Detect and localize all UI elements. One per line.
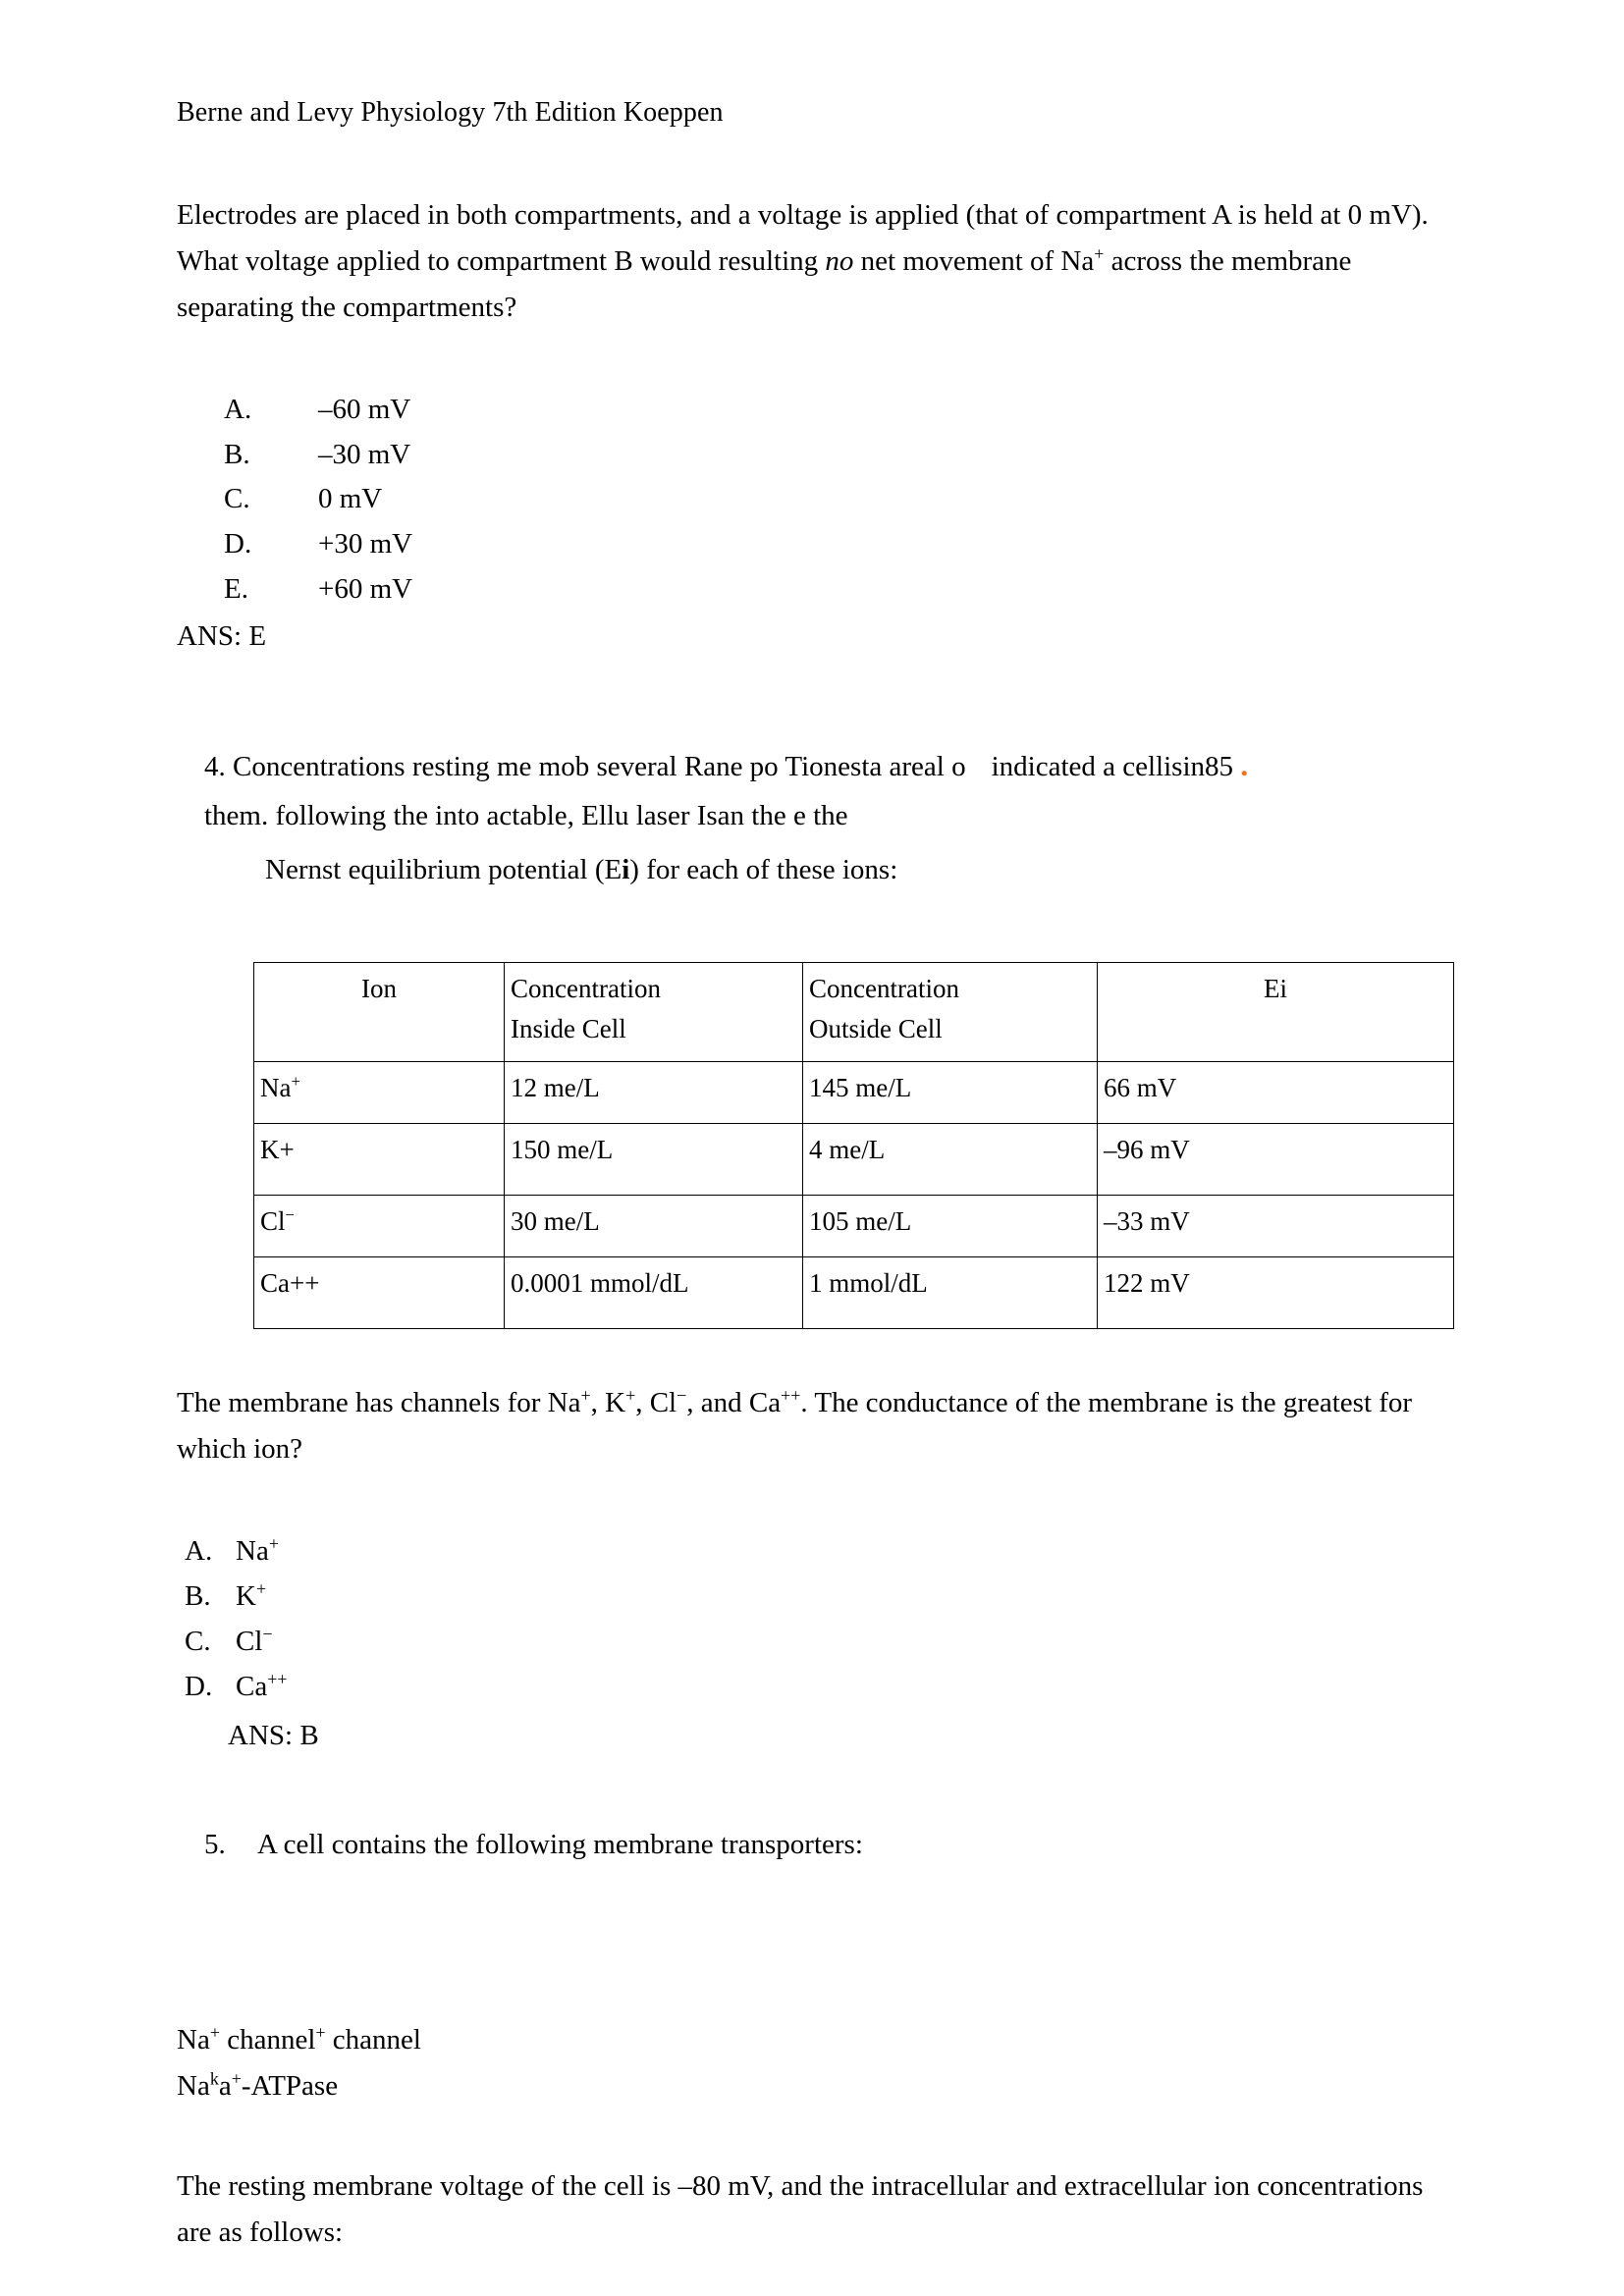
document-title: Berne and Levy Physiology 7th Edition Koeppen [177,97,724,128]
cell-inside: 150 me/L [505,1124,803,1196]
option-letter: E. [224,572,248,605]
transporter-channel-mid: channel [219,2024,316,2056]
question4-option-list [185,1529,1453,1709]
question4-line2: them. following the into actable, Ellu laser Isan the e the [204,799,848,831]
option-letter: B. [185,1580,211,1613]
orange-period-marker: . [1240,746,1249,782]
membrane-seg4: , and Ca [686,1387,782,1419]
final-paragraph: The resting membrane voltage of the cell is –80 mV, and the intracellular and extracellular ion concentrations are as follows: [177,2169,1424,2248]
na-superscript: + [1094,243,1105,264]
atpase-charge-superscript: + [231,2067,242,2088]
question3-answer: ANS: E [177,619,267,652]
option-ion-base: Na [236,1535,269,1568]
ion-base: Na [260,1073,292,1103]
question4-line3 [265,846,1453,895]
ion-table-container [253,962,1453,1329]
cell-ion [254,1124,505,1196]
option-item[interactable] [185,1575,1453,1620]
atpase-post: -ATPase [241,2069,339,2102]
option-ion-base: K [236,1580,256,1613]
cell-ion [254,1257,505,1329]
option-ion-base: Cl [236,1625,263,1657]
header-line2: Inside Cell [511,1013,626,1043]
cell-inside: 0.0001 mmol/dL [505,1257,803,1329]
option-item[interactable] [185,1620,1453,1665]
ion-base: K+ [260,1135,295,1165]
atpase-na-base: Na [177,2069,210,2102]
cell-ei: 122 mV [1098,1257,1454,1329]
option-item[interactable] [185,1529,1453,1575]
intro-italic-word: no [825,244,854,277]
option-text: 0 mV [318,483,383,515]
cell-outside: 105 me/L [803,1196,1098,1257]
intro-paragraph [177,192,1453,331]
question5-number: 5. [204,1829,226,1861]
cell-ei: –33 mV [1098,1196,1454,1257]
transporter-line-na-channel [177,2017,1453,2062]
table-header-outside [803,963,1098,1062]
membrane-seg5: . The conductance of the membrane is the greatest for which ion? [177,1387,1413,1466]
question5-block [204,1823,1453,1868]
transporter-channel-post: channel [325,2024,421,2056]
ion-charge-superscript: − [285,1205,295,1225]
membrane-seg3: , Cl [635,1387,677,1419]
header-line1: Ei [1264,974,1287,1004]
option-text: –60 mV [318,393,411,425]
header-line2: Outside Cell [809,1013,943,1043]
table-header-ion [254,963,505,1062]
option-letter: A. [224,393,252,425]
header-line1: Ion [361,974,397,1004]
cell-inside: 12 me/L [505,1062,803,1124]
option-item[interactable] [224,388,1453,433]
ion-concentration-table [253,962,1454,1329]
question5-text: A cell contains the following membrane transporters: [257,1829,863,1861]
nernst-text-pre: Nernst equilibrium potential (E [265,854,623,886]
option-text [236,1620,273,1665]
cell-ei: –96 mV [1098,1124,1454,1196]
table-row [254,1257,1454,1329]
option-ion-superscript: + [268,1533,279,1554]
question3-option-list [224,388,1453,613]
ion-base: Cl [260,1206,286,1237]
atpase-k-superscript: k [209,2067,219,2088]
question4-line1-text: 4. Concentrations resting me mob several Rane po Tionesta areal o [204,750,966,782]
option-letter: D. [185,1670,213,1702]
option-text: +30 mV [318,528,413,561]
table-header-row [254,963,1454,1062]
header-line1: Concentration [809,974,959,1004]
cell-outside: 4 me/L [803,1124,1098,1196]
table-row [254,1124,1454,1196]
transporter-list [177,2017,1453,2109]
nernst-text-post: ) for each of these ions: [629,854,898,886]
intro-text-part3: across the membrane separating the compartments? [177,244,1352,323]
cell-outside: 145 me/L [803,1062,1098,1124]
intro-text-part2: net movement of Na [853,244,1095,277]
question4-line1 [204,738,1453,792]
option-item[interactable] [224,522,1453,567]
question4-line1-tail: indicated a cellisin85 [991,750,1234,782]
option-text [236,1575,266,1620]
k-charge-superscript: + [625,1385,636,1406]
cl-charge-superscript: − [677,1385,687,1406]
page-content [177,94,1453,2256]
cell-outside: 1 mmol/dL [803,1257,1098,1329]
option-letter: C. [224,483,250,515]
intro-text-part1: Electrodes are placed in both compartments, and a voltage is applied (that of compartment A is held at 0 mV). What voltage applied to compartment B would resulting [177,198,1429,277]
cell-ion [254,1062,505,1124]
option-text: +60 mV [318,572,413,605]
na-charge-superscript: + [580,1385,591,1406]
option-letter: D. [224,528,252,561]
ion-base: Ca++ [260,1268,320,1299]
option-item[interactable] [224,433,1453,478]
table-header-inside [505,963,803,1062]
option-letter: C. [185,1625,211,1657]
cell-inside: 30 me/L [505,1196,803,1257]
membrane-conductance-paragraph [177,1380,1453,1472]
header-line1: Concentration [511,974,661,1004]
membrane-seg2: , K [590,1387,626,1419]
transporter-na-superscript: + [209,2022,220,2043]
option-letter: B. [224,438,250,470]
cell-ei: 66 mV [1098,1062,1454,1124]
ion-charge-superscript: + [291,1072,300,1092]
table-row [254,1196,1454,1257]
option-ion-base: Ca [236,1670,268,1702]
option-letter: A. [185,1535,213,1568]
cell-ion [254,1196,505,1257]
membrane-seg1: The membrane has channels for Na [177,1387,581,1419]
transporter-na-base: Na [177,2024,210,2056]
option-ion-superscript: + [255,1578,267,1599]
question4-answer: ANS: B [228,1719,319,1751]
table-row [254,1062,1454,1124]
atpase-a-base: a [218,2069,232,2102]
option-ion-superscript: − [262,1624,273,1644]
option-text: –30 mV [318,438,411,470]
option-text [236,1665,288,1710]
transporter-channel-superscript: + [315,2022,326,2043]
option-ion-superscript: ++ [267,1669,288,1689]
option-item[interactable] [185,1665,1453,1710]
option-item[interactable] [224,567,1453,613]
question4-block [204,738,1453,896]
ca-charge-superscript: ++ [781,1385,801,1406]
table-header-ei [1098,963,1454,1062]
nernst-subscript-i: i [622,854,630,886]
option-item[interactable] [224,477,1453,522]
transporter-line-atpase [177,2063,1453,2109]
option-text [236,1529,279,1575]
